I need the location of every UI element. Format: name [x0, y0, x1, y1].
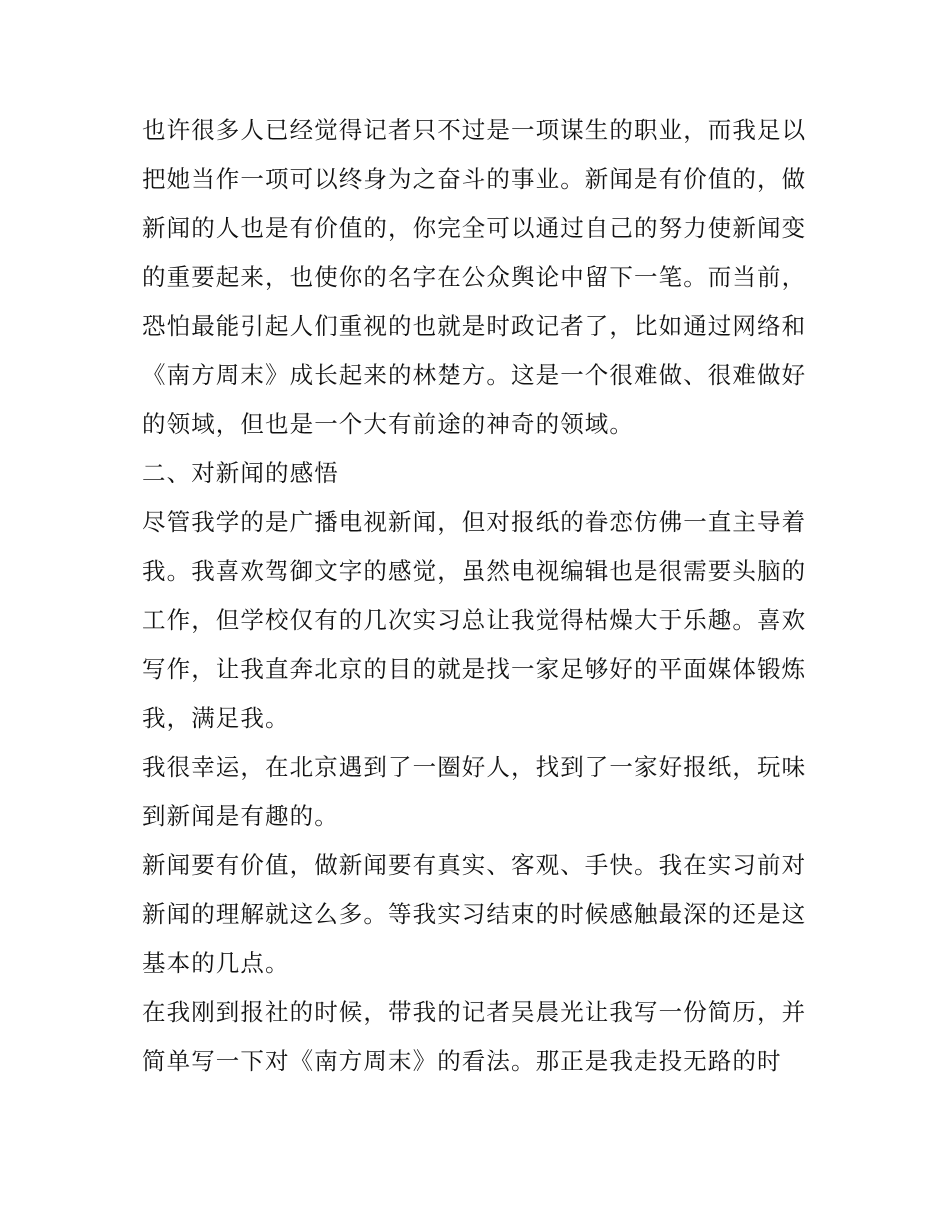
text-line: 在我刚到报社的时候，带我的记者吴晨光让我写一份简历，并	[142, 998, 807, 1026]
text-line: 新闻的人也是有价值的，你完全可以通过自己的努力使新闻变	[142, 214, 807, 242]
text-line: 写作，让我直奔北京的目的就是找一家足够好的平面媒体锻炼	[142, 655, 807, 683]
text-line: 工作，但学校仅有的几次实习总让我觉得枯燥大于乐趣。喜欢	[142, 606, 807, 634]
text-line: 《南方周末》成长起来的林楚方。这是一个很难做、很难做好	[142, 361, 807, 389]
document-body	[142, 106, 822, 1086]
text-line: 恐怕最能引起人们重视的也就是时政记者了，比如通过网络和	[142, 312, 807, 340]
text-line: 的重要起来，也使你的名字在公众舆论中留下一笔。而当前，	[142, 263, 807, 291]
text-line: 也许很多人已经觉得记者只不过是一项谋生的职业，而我足以	[142, 116, 807, 144]
text-line: 基本的几点。	[142, 949, 290, 977]
text-line: 我很幸运，在北京遇到了一圈好人，找到了一家好报纸，玩味	[142, 753, 807, 781]
text-line: 简单写一下对《南方周末》的看法。那正是我走投无路的时	[142, 1047, 782, 1075]
section-heading: 二、对新闻的感悟	[142, 459, 339, 487]
text-line: 尽管我学的是广播电视新闻，但对报纸的眷恋仿佛一直主导着	[142, 508, 807, 536]
text-line: 新闻的理解就这么多。等我实习结束的时候感触最深的还是这	[142, 900, 807, 928]
text-line: 我。我喜欢驾御文字的感觉，虽然电视编辑也是很需要头脑的	[142, 557, 807, 585]
text-line: 我，满足我。	[142, 704, 290, 732]
text-line: 把她当作一项可以终身为之奋斗的事业。新闻是有价值的，做	[142, 165, 807, 193]
text-line: 到新闻是有趣的。	[142, 802, 339, 830]
text-line: 新闻要有价值，做新闻要有真实、客观、手快。我在实习前对	[142, 851, 807, 879]
text-line: 的领域，但也是一个大有前途的神奇的领域。	[142, 410, 634, 438]
